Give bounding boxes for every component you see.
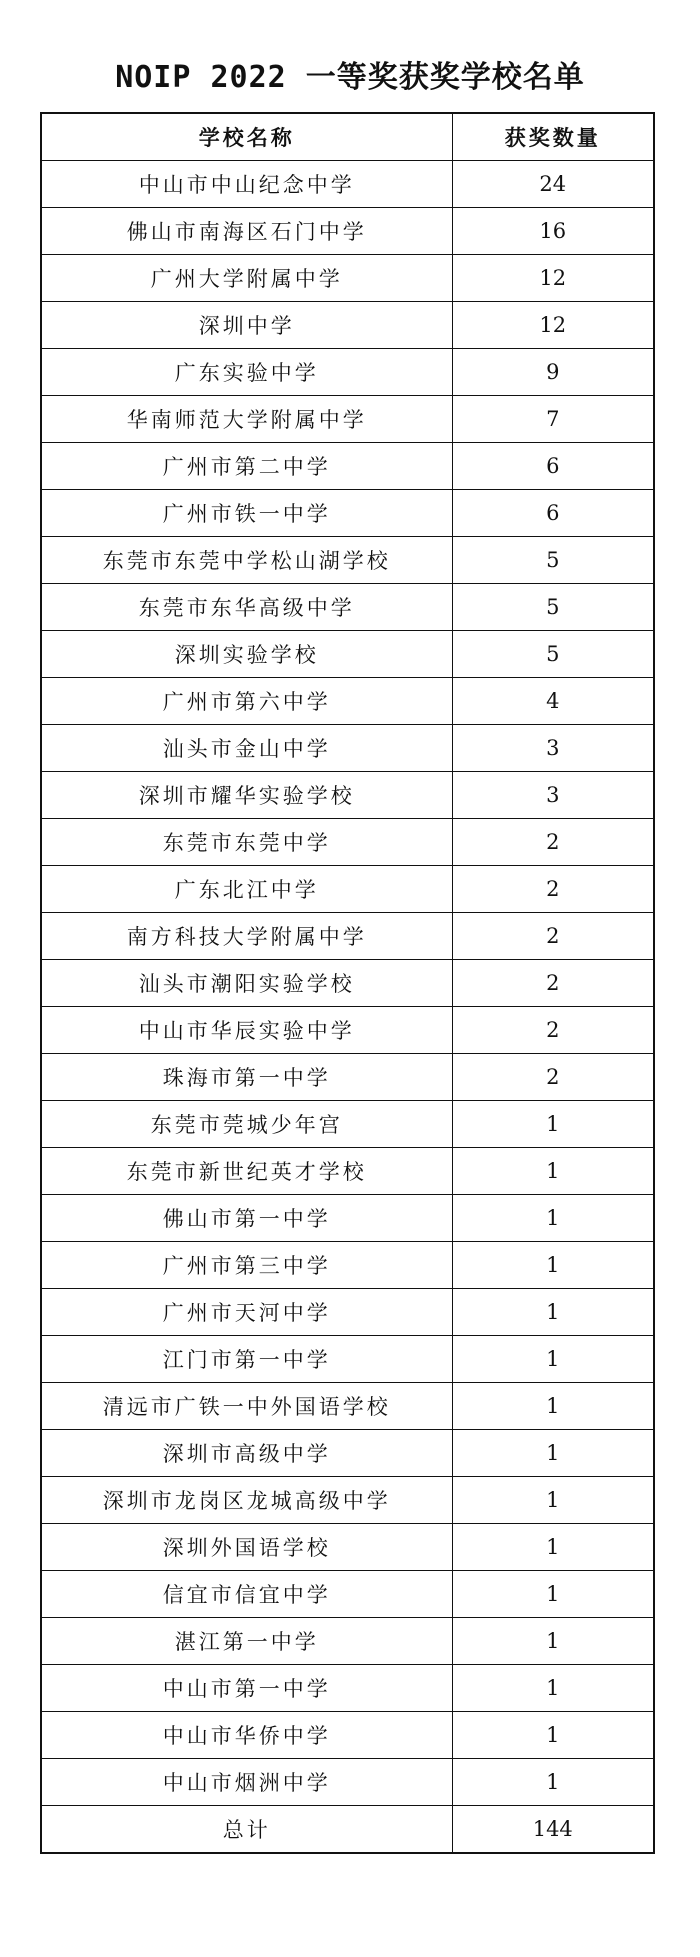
award-count-cell: 1 <box>452 1383 654 1430</box>
award-count-cell: 1 <box>452 1430 654 1477</box>
school-name-cell: 广州市铁一中学 <box>41 490 452 537</box>
table-row <box>41 161 654 208</box>
total-label: 总计 <box>41 1806 452 1854</box>
table-row <box>41 490 654 537</box>
award-count-cell: 7 <box>452 396 654 443</box>
award-count-cell: 4 <box>452 678 654 725</box>
table-row <box>41 1054 654 1101</box>
table-row <box>41 913 654 960</box>
award-count-cell: 1 <box>452 1242 654 1289</box>
school-name-cell: 清远市广铁一中外国语学校 <box>41 1383 452 1430</box>
table-row <box>41 584 654 631</box>
table-row <box>41 772 654 819</box>
school-name-cell: 中山市华侨中学 <box>41 1712 452 1759</box>
school-name-cell: 东莞市东华高级中学 <box>41 584 452 631</box>
table-row <box>41 1430 654 1477</box>
school-name-cell: 东莞市莞城少年宫 <box>41 1101 452 1148</box>
award-count-cell: 1 <box>452 1477 654 1524</box>
table-row <box>41 349 654 396</box>
table-row <box>41 1665 654 1712</box>
table-row <box>41 1007 654 1054</box>
award-count-cell: 6 <box>452 490 654 537</box>
award-count-header: 获奖数量 <box>452 113 654 161</box>
table-row <box>41 1336 654 1383</box>
award-count-cell: 1 <box>452 1759 654 1806</box>
award-count-cell: 2 <box>452 913 654 960</box>
school-name-cell: 深圳市高级中学 <box>41 1430 452 1477</box>
award-count-cell: 5 <box>452 537 654 584</box>
table-row <box>41 1383 654 1430</box>
table-row <box>41 1148 654 1195</box>
award-count-cell: 12 <box>452 302 654 349</box>
school-name-cell: 佛山市第一中学 <box>41 1195 452 1242</box>
school-name-cell: 汕头市金山中学 <box>41 725 452 772</box>
table-row <box>41 1712 654 1759</box>
table-body <box>41 161 654 1806</box>
table-row <box>41 1195 654 1242</box>
school-name-cell: 南方科技大学附属中学 <box>41 913 452 960</box>
table-row <box>41 725 654 772</box>
award-count-cell: 5 <box>452 631 654 678</box>
school-name-cell: 广州市天河中学 <box>41 1289 452 1336</box>
award-count-cell: 1 <box>452 1336 654 1383</box>
award-count-cell: 1 <box>452 1289 654 1336</box>
school-name-cell: 华南师范大学附属中学 <box>41 396 452 443</box>
award-count-cell: 3 <box>452 772 654 819</box>
school-name-cell: 广州市第三中学 <box>41 1242 452 1289</box>
table-row <box>41 1571 654 1618</box>
award-count-cell: 1 <box>452 1571 654 1618</box>
school-name-cell: 深圳中学 <box>41 302 452 349</box>
school-name-cell: 江门市第一中学 <box>41 1336 452 1383</box>
school-name-cell: 中山市第一中学 <box>41 1665 452 1712</box>
award-count-cell: 1 <box>452 1101 654 1148</box>
school-name-cell: 东莞市东莞中学 <box>41 819 452 866</box>
award-count-cell: 1 <box>452 1618 654 1665</box>
school-name-cell: 深圳市耀华实验学校 <box>41 772 452 819</box>
table-row <box>41 537 654 584</box>
award-count-cell: 2 <box>452 960 654 1007</box>
total-count: 144 <box>452 1806 654 1854</box>
school-name-cell: 广东实验中学 <box>41 349 452 396</box>
table-row <box>41 866 654 913</box>
table-row <box>41 1242 654 1289</box>
table-row <box>41 302 654 349</box>
table-row <box>41 678 654 725</box>
school-name-cell: 广东北江中学 <box>41 866 452 913</box>
table-row <box>41 1101 654 1148</box>
table-row <box>41 960 654 1007</box>
school-name-cell: 佛山市南海区石门中学 <box>41 208 452 255</box>
table-row <box>41 1759 654 1806</box>
award-count-cell: 1 <box>452 1148 654 1195</box>
table-row <box>41 208 654 255</box>
school-name-cell: 广州市第二中学 <box>41 443 452 490</box>
award-count-cell: 24 <box>452 161 654 208</box>
school-name-cell: 湛江第一中学 <box>41 1618 452 1665</box>
school-name-cell: 中山市华辰实验中学 <box>41 1007 452 1054</box>
school-name-cell: 广州市第六中学 <box>41 678 452 725</box>
award-count-cell: 1 <box>452 1195 654 1242</box>
award-count-cell: 1 <box>452 1712 654 1759</box>
table-row <box>41 631 654 678</box>
table-row <box>41 1524 654 1571</box>
award-count-cell: 9 <box>452 349 654 396</box>
school-name-cell: 深圳市龙岗区龙城高级中学 <box>41 1477 452 1524</box>
award-count-cell: 1 <box>452 1665 654 1712</box>
page-title: NOIP 2022 一等奖获奖学校名单 <box>115 60 585 95</box>
table-row <box>41 1289 654 1336</box>
award-count-cell: 5 <box>452 584 654 631</box>
table-row <box>41 819 654 866</box>
school-name-cell: 东莞市新世纪英才学校 <box>41 1148 452 1195</box>
award-count-cell: 16 <box>452 208 654 255</box>
award-count-cell: 2 <box>452 866 654 913</box>
school-name-cell: 中山市中山纪念中学 <box>41 161 452 208</box>
table-row <box>41 1618 654 1665</box>
award-count-cell: 2 <box>452 1007 654 1054</box>
table-row <box>41 443 654 490</box>
award-count-cell: 6 <box>452 443 654 490</box>
award-count-cell: 1 <box>452 1524 654 1571</box>
table-header-row <box>41 113 654 161</box>
school-name-cell: 广州大学附属中学 <box>41 255 452 302</box>
school-name-cell: 中山市烟洲中学 <box>41 1759 452 1806</box>
award-count-cell: 2 <box>452 819 654 866</box>
table-row <box>41 1477 654 1524</box>
school-name-cell: 深圳外国语学校 <box>41 1524 452 1571</box>
school-name-cell: 信宜市信宜中学 <box>41 1571 452 1618</box>
school-name-cell: 汕头市潮阳实验学校 <box>41 960 452 1007</box>
award-table <box>40 112 655 1854</box>
award-count-cell: 12 <box>452 255 654 302</box>
total-row <box>41 1806 654 1854</box>
school-name-cell: 深圳实验学校 <box>41 631 452 678</box>
table-row <box>41 255 654 302</box>
award-count-cell: 3 <box>452 725 654 772</box>
award-count-cell: 2 <box>452 1054 654 1101</box>
table-row <box>41 396 654 443</box>
school-name-cell: 东莞市东莞中学松山湖学校 <box>41 537 452 584</box>
school-name-header: 学校名称 <box>41 113 452 161</box>
school-name-cell: 珠海市第一中学 <box>41 1054 452 1101</box>
